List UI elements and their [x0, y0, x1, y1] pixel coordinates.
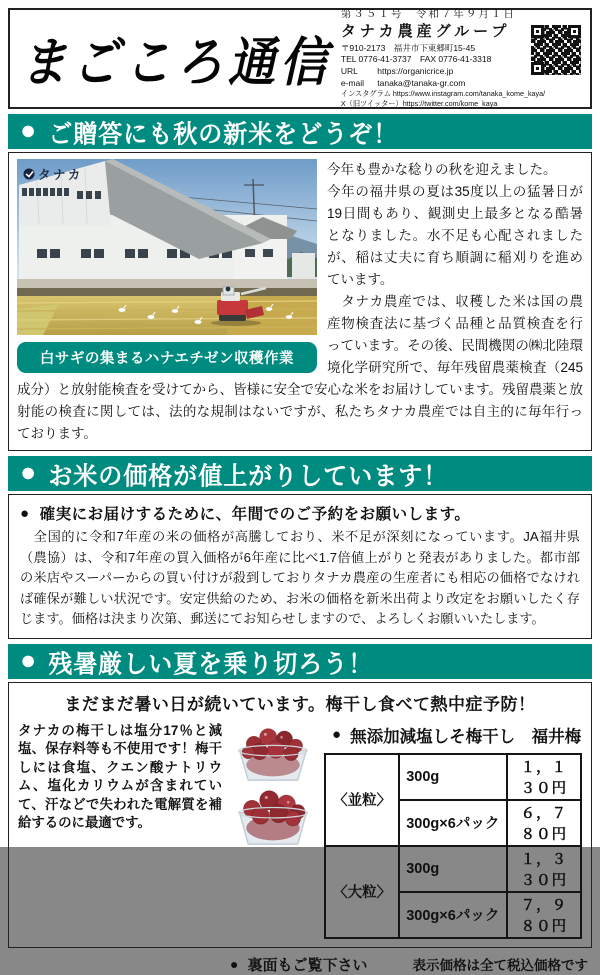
photo-caption: 白サギの集まるハナエチゼン収穫作業: [17, 342, 317, 373]
paragraph-harvest-2: 今年の福井県の夏は35度以上の猛暑日が19日間もあり、観測史上最多となる酷暑となりました。水不足も心配されましたが、稲は丈夫に育ち順調に稲刈りを進めています。: [327, 184, 583, 287]
tel-fax-line: TEL 0776-41-3737 FAX 0776-41-3318: [340, 54, 492, 65]
photo-block: [17, 159, 317, 373]
price-table-block: [324, 722, 582, 939]
instagram-line: [341, 89, 584, 98]
issue-date-line: 第３５１号 令和７年９月１日: [340, 7, 516, 20]
page-footer: [8, 954, 592, 975]
bullet-icon: ●: [332, 726, 342, 743]
instagram-label: インスタグラム: [340, 89, 391, 99]
road: [17, 279, 317, 288]
postal-address: 〒910-2173 福井市下東郷町15-45: [340, 42, 476, 53]
newsletter-title: まごころ通信: [20, 32, 332, 94]
paragraph-harvest-3: タナカ農産では、収穫した米は国の農産物検査法に基づく品種と品質検査を行っています。その後、民間機関の㈱北陸環境化学研究所で、毎年残留農薬検査（245成分）と放射能検査を受けてから、皆様に安全で安心な米をお届けしています。残留農薬と放射能の検査に関しては、法的な規制はないですが、私たちタナカ農産では自主的に毎年行っております。: [17, 294, 583, 441]
size-cell: 300g×6パック: [399, 892, 507, 938]
x-line: [341, 99, 584, 108]
section-new-rice: [8, 152, 592, 451]
email-line: [341, 78, 584, 89]
table-row: [325, 754, 581, 800]
banner-new-rice-title: ご贈答にも秋の新米をどうぞ！: [48, 120, 399, 149]
price-cell: １，３３０円: [507, 846, 581, 892]
bullet-icon: ●: [230, 956, 239, 972]
table-row: [325, 846, 581, 892]
umeboshi-price-table: [324, 753, 582, 939]
far-shed: [292, 253, 315, 279]
reservation-subheading-text: 確実にお届けするために、年間でのご予約をお願いします。: [39, 506, 471, 523]
back-page-note: [230, 954, 367, 975]
banner-late-summer: [8, 644, 592, 679]
email-label: e-mail: [340, 77, 365, 88]
x-label: X（旧ツイッター）: [340, 99, 403, 109]
newsletter-header: [8, 8, 592, 109]
tax-included-note: 表示価格は全て税込価格です: [412, 958, 588, 973]
qr-code-icon: [530, 24, 582, 76]
dirt-band: [17, 288, 317, 296]
umeboshi-description: タナカの梅干しは塩分17％と減塩、保存料等も不使用です！梅干しには食塩、クエン酸ナトリウム、塩化カリウムが含まれていて、汗などで失われた電解質を補給するのに最適です。: [18, 722, 222, 831]
grade-large: 〈大粒〉: [325, 846, 399, 938]
umeboshi-photos: [229, 722, 317, 939]
instagram-url: https://www.instagram.com/tanaka_kome_kaya/: [392, 89, 546, 99]
back-page-note-text: 裏面もご覧下さい: [247, 956, 368, 974]
umeboshi-content-row: [18, 722, 582, 939]
company-logo-mark: [24, 169, 35, 180]
photo-building-label: タナカ: [38, 168, 83, 182]
harvest-photo: [17, 159, 317, 335]
bullet-icon: ●: [20, 457, 37, 487]
price-cell: １，１３０円: [507, 754, 581, 800]
email-value: tanaka@tanaka-gr.com: [377, 77, 466, 88]
umeboshi-cup-photo-bottom: [229, 786, 317, 847]
price-cell: ７，９８０円: [507, 892, 581, 938]
url-label: URL: [340, 65, 358, 76]
bullet-icon: ●: [20, 115, 37, 145]
reservation-subheading: [20, 502, 580, 524]
banner-price-title: お米の価格が値上がりしています！: [48, 462, 449, 491]
paragraph-harvest-1: 今年も豊かな稔りの秋を迎えました。: [327, 162, 557, 177]
price-table-title: [332, 723, 582, 747]
paragraph-price: 全国的に令和7年産の米の価格が高騰しており、米不足が深刻になっています。JA福井県（農協）は、令和7年産の買入価格が6年産に比べ1.7倍値上がりと発表がありました。都市部の米店やスーパーからの買い付けが殺到しておりタナカ農産の生産者にも相応の価格でなければ確保が難しい状況です。安定供給のため、お米の価格を新米出荷より改定をお願いしたく存じます。価格は決まり次第、郵送にてお知らせしますので、よろしくお願いいたします。: [20, 529, 580, 626]
bullet-icon: ●: [20, 504, 30, 522]
section-price-increase: [8, 494, 592, 639]
section-umeboshi: [8, 682, 592, 948]
size-cell: 300g: [399, 754, 507, 800]
size-cell: 300g×6パック: [399, 800, 507, 846]
x-url: https://twitter.com/kome_kaya: [402, 99, 498, 109]
banner-new-rice: [8, 114, 592, 149]
price-table-title-text: 無添加減塩しそ梅干し 福井梅: [350, 727, 582, 746]
banner-price-increase: [8, 456, 592, 491]
banner-late-summer-title: 残暑厳しい夏を乗り切ろう！: [48, 649, 374, 679]
bullet-icon: ●: [20, 644, 37, 675]
price-cell: ６，７８０円: [507, 800, 581, 846]
size-cell: 300g: [399, 846, 507, 892]
company-name: タナカ農産グループ: [340, 21, 511, 40]
umeboshi-intro: まだまだ暑い日が続いています。梅干し食べて熱中症予防！: [64, 694, 536, 714]
umeboshi-cup-photo-top: [229, 722, 317, 783]
grade-normal: 〈並粒〉: [325, 754, 399, 846]
url-value: https://organicrice.jp: [377, 65, 454, 76]
